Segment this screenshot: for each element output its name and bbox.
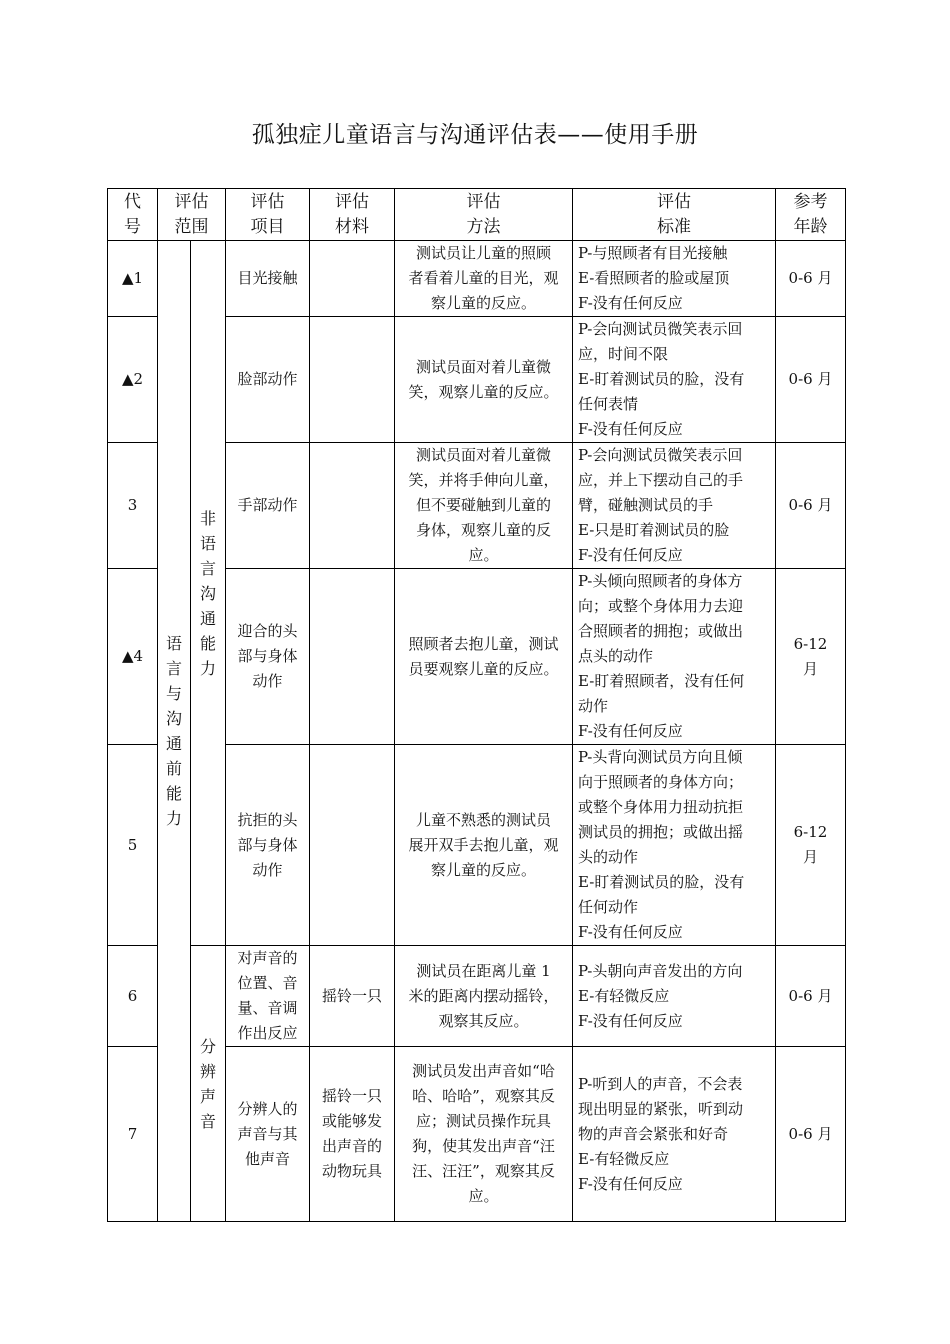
header-standard: 评估 标准 <box>573 189 776 241</box>
row-age: 6-12 月 <box>776 569 846 745</box>
header-item: 评估 项目 <box>226 189 310 241</box>
row-age: 0-6 月 <box>776 443 846 569</box>
header-scope: 评估 范围 <box>158 189 226 241</box>
header-row <box>108 189 846 241</box>
row-material <box>310 745 395 946</box>
row-method: 测试员让儿童的照顾 者看着儿童的目光，观 察儿童的反应。 <box>395 241 573 317</box>
row-item: 对声音的 位置、音 量、音调 作出反应 <box>226 946 310 1047</box>
header-method: 评估 方法 <box>395 189 573 241</box>
subscope-cell-nonverbal <box>191 241 226 946</box>
row-method: 测试员在距离儿童 1 米的距离内摆动摇铃， 观察其反应。 <box>395 946 573 1047</box>
row-method: 儿童不熟悉的测试员 展开双手去抱儿童，观 察儿童的反应。 <box>395 745 573 946</box>
assessment-table <box>107 188 846 1222</box>
row-item: 迎合的头 部与身体 动作 <box>226 569 310 745</box>
row-material <box>310 241 395 317</box>
subscope-cell-sound <box>191 946 226 1222</box>
row-code: 7 <box>108 1047 158 1222</box>
row-standard: P-与照顾者有目光接触 E-看照顾者的脸或屋顶 F-没有任何反应 <box>573 241 776 317</box>
row-standard: P-会向测试员微笑表示回 应，时间不限 E-盯着测试员的脸，没有 任何表情 F-没有任何反应 <box>573 317 776 443</box>
header-age: 参考 年龄 <box>776 189 846 241</box>
row-material <box>310 569 395 745</box>
row-material <box>310 317 395 443</box>
row-standard: P-会向测试员微笑表示回 应，并上下摆动自己的手 臂，碰触测试员的手 E-只是盯着测试员的脸 F-没有任何反应 <box>573 443 776 569</box>
row-code: 6 <box>108 946 158 1047</box>
subscope-label: 分 辨 声 音 <box>199 1036 216 1131</box>
row-code: 5 <box>108 745 158 946</box>
subscope-label: 非 语 言 沟 通 能 力 <box>199 508 216 678</box>
row-code: ▲2 <box>108 317 158 443</box>
table-row <box>108 241 846 317</box>
row-method: 测试员面对着儿童微 笑，并将手伸向儿童， 但不要碰触到儿童的 身体，观察儿童的反 应。 <box>395 443 573 569</box>
row-method: 测试员面对着儿童微 笑，观察儿童的反应。 <box>395 317 573 443</box>
row-age: 0-6 月 <box>776 241 846 317</box>
row-material: 摇铃一只 <box>310 946 395 1047</box>
row-item: 手部动作 <box>226 443 310 569</box>
row-code: ▲1 <box>108 241 158 317</box>
row-code: ▲4 <box>108 569 158 745</box>
row-item: 目光接触 <box>226 241 310 317</box>
row-age: 6-12 月 <box>776 745 846 946</box>
row-item: 分辨人的 声音与其 他声音 <box>226 1047 310 1222</box>
row-code: 3 <box>108 443 158 569</box>
row-age: 0-6 月 <box>776 1047 846 1222</box>
row-standard: P-头倾向照顾者的身体方 向；或整个身体用力去迎 合照顾者的拥抱；或做出 点头的动作 E-盯着照顾者，没有任何 动作 F-没有任何反应 <box>573 569 776 745</box>
row-method: 照顾者去抱儿童，测试 员要观察儿童的反应。 <box>395 569 573 745</box>
row-standard: P-头背向测试员方向且倾 向于照顾者的身体方向； 或整个身体用力扭动抗拒 测试员的拥抱；或做出摇 头的动作 E-盯着测试员的脸，没有 任何动作 F-没有任何反应 <box>573 745 776 946</box>
row-material: 摇铃一只 或能够发 出声音的 动物玩具 <box>310 1047 395 1222</box>
row-standard: P-头朝向声音发出的方向 E-有轻微反应 F-没有任何反应 <box>573 946 776 1047</box>
header-material: 评估 材料 <box>310 189 395 241</box>
row-age: 0-6 月 <box>776 946 846 1047</box>
row-standard: P-听到人的声音，不会表 现出明显的紧张，听到动 物的声音会紧张和好奇 E-有轻微反应 F-没有任何反应 <box>573 1047 776 1222</box>
row-method: 测试员发出声音如“哈 哈、哈哈”，观察其反 应；测试员操作玩具 狗，使其发出声音“汪 汪、汪汪”，观察其反 应。 <box>395 1047 573 1222</box>
table-row <box>108 946 846 1047</box>
scope-label: 语 言 与 沟 通 前 能 力 <box>165 634 182 828</box>
page-title: 孤独症儿童语言与沟通评估表——使用手册 <box>251 122 699 148</box>
row-age: 0-6 月 <box>776 317 846 443</box>
row-material <box>310 443 395 569</box>
scope-cell <box>158 241 191 1222</box>
header-code: 代 号 <box>108 189 158 241</box>
row-item: 脸部动作 <box>226 317 310 443</box>
row-item: 抗拒的头 部与身体 动作 <box>226 745 310 946</box>
